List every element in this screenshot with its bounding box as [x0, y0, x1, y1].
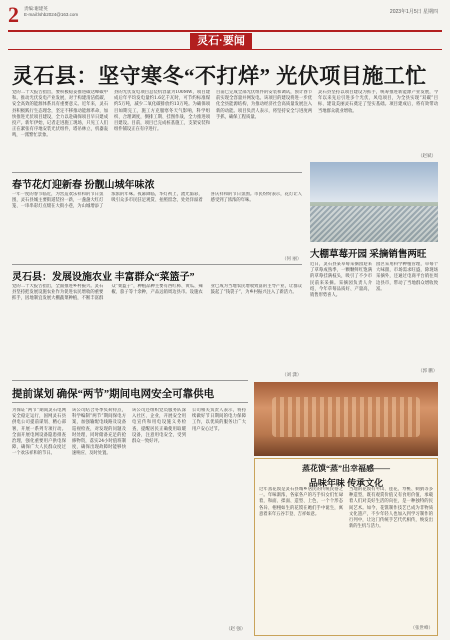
box-title: 蒸花馍“蒸”出幸福感—— [302, 464, 390, 473]
article2-body: 一年一度的春节临近，为营造欢乐祥和的节日氛围，灵石县城主要街道装扮一新，一盏盏大红灯笼、一串串彩灯点缀在大街小巷，为山城增添了浓浓的年味。夜幕降临，华灯初上，流光溢彩，吸引众多市民驻足观赏、拍照留念，处处洋溢着喜庆祥和的节日氛围。市民纷纷表示，花灯让人感受到了浓浓的年味。 [12, 192, 302, 210]
divider [12, 172, 302, 173]
header-rule [8, 30, 442, 32]
issue-date: 2023年1月5日 星期四 [389, 9, 438, 15]
photo1-caption: 大棚草莓开园 采摘销售两旺 [310, 250, 427, 260]
photo1-body: 近日，灵石县某草莓采摘园迎来了草莓成熟季，一颗颗鲜红饱满的草莓挂满枝头，吸引了不少市民前来采摘。采摘园负责人介绍，今年草莓品质好、产量高，销售形势喜人。 [310, 262, 372, 299]
lead-article-col3: 目前已完成全部光伏组件的安装和调试，预计春节前实现全容量并网发电。该项目的建设将进一步优化全县能源结构，为推动经济社会高质量发展注入新的动能。项目负责人表示，将坚持安全与进度两手抓，确保工程质量。 [216, 90, 312, 120]
lead-article-col4: 灵石县坚持以项目建设为抓手，统筹推进新能源产业发展，今年以来先后引进多个光伏、风电项目，为全县实现“双碳”目标、建设美丽灵石奠定了坚实基础。项目建成后，将有效带动当地群众就业增收。 [318, 90, 438, 114]
bottom-author: （赵 强） [226, 627, 246, 632]
bottom-col1: 为保证“两节”期间灵石电网安全稳定运行，国网灵石县供电公司提前谋划、精心部署，开展一系列专项行动。全面开展电网设备隐患排查治理，强化重要用户供电保障，确保广大人民群众度过一个欢乐祥和的节日。 [12, 408, 66, 457]
editor-info [24, 6, 78, 18]
lead-article-col2: 县的光伏发电项目总装机容量为100MW，项目建成后年平均发电量约1.6亿千瓦时，可节约标准煤约5万吨，减少二氧化碳排放约13万吨。为确保项目如期完工，施工方克服寒冬天气影响，科学组织、合理调度，倒排工期、挂图作战，全力推进项目建设。目前，项目已完成桩基施工，支架安装和组件铺设正在有序进行。 [114, 90, 210, 133]
lead-article-author: （赵斌） [418, 154, 436, 159]
bottom-col2: 该公司结合冬季负荷特点，科学编制“两节”期间保电方案，加强输配电线路及设备巡视检查，对发现的问题及时处理，同时储备充足的抢修物资，落实24小时值班制度，确保出现故障时能够快速响应、及时处置。 [72, 408, 126, 457]
feature-box [254, 458, 438, 636]
article3-body: 党的二十大报告指出，全面推进乡村振兴。灵石县坚持把发展设施农业作为促进农民增收的重要抓手，因地制宜发展大棚蔬菜种植，不断丰富群众“菜篮子”，种植品种主要有西红柿、黄瓜、辣椒、茄子等十余种，产品远销周边县市。设施农业已成为当地农民增收致富的主导产业，让群众鼓起了“钱袋子”，为乡村振兴注入了新活力。 [12, 284, 302, 302]
divider [12, 380, 248, 381]
section-title: 灵石·要闻 [190, 33, 252, 49]
box-body1: 过年蒸花馍是灵石县城乡居民的传统民俗之一。年味渐浓，各家各户的巧手妇女们忙碌着，和面、揉面、造型、上色，一个个形态各异、栩栩如生的花馍在她们手中诞生，寓意着来年五谷丰登、吉祥如意。 [259, 487, 343, 517]
divider [12, 264, 302, 265]
box-author: （张世峰） [410, 626, 433, 631]
editor-line: 责编:谢建英 [24, 6, 48, 11]
divider [12, 402, 248, 403]
bottom-col4: 公司相关负责人表示，将持续做好节日期间的电力保障工作，以优质的服务让广大用户安心过节。 [192, 408, 246, 432]
bottom-col3: 该公司还组织党员服务队深入社区、企业，开展安全用电宣传和用电设施义务检查，提醒居民正确使用取暖设备，注意用电安全，受到群众一致好评。 [132, 408, 186, 445]
photo1-author: （郭 鹏） [418, 369, 438, 374]
page-number: 2 [8, 2, 19, 27]
huamo-photo [254, 382, 438, 456]
greenhouse-photo [310, 162, 438, 242]
bottom-title: 提前谋划 确保“两节”期间电网安全可靠供电 [12, 389, 215, 400]
email-line: E-mail:lshb2024@163.com [24, 12, 79, 17]
article2-author: （何 丽） [282, 257, 302, 262]
article3-author: （刘 潇） [282, 373, 302, 378]
section-rule [8, 49, 442, 50]
box-subtitle: 品味年味 传承文化 [308, 478, 384, 488]
main-headline: 灵石县：坚守寒冬“不打烊” 光伏项目施工忙 [12, 64, 427, 88]
box-body2: 当地的花馍有枣山、莲花、寿桃、刺猬等多种造型，既有观赏价值又有食用价值，承载着人们对美好生活的向往，是一种独特的民间艺术。如今，花馍制作技艺已成为非物质文化遗产，不少年轻人也加入到学习制作的行列中，让这门传统手艺代代相传，焕发出新的生机与活力。 [349, 487, 433, 530]
article3-title: 灵石县：发展设施农业 丰富群众“菜篮子” [12, 272, 195, 283]
lead-article-col1: 党的二十大报告指出，要积极稳妥推进碳达峰碳中和。推动光伏发电产业发展，对于构建清洁低碳、安全高效的能源体系具有重要意义。近年来，灵石县积极践行生态理念，坚定不移推动能源革命，加快推进光伏项目建设，全力以赴确保项目早日建成投产。新年伊始，记者走进施工现场，只见工人们正在紧张有序地安装光伏组件，塔吊林立，机器轰鸣，一派繁忙景象。 [12, 90, 108, 139]
article2-title: 春节花灯迎新春 扮靓山城年味浓 [12, 180, 155, 191]
photo1-body2: 园区采用科学种植管理，草莓个大味甜，市场需求旺盛，除现场采摘外，还通过电商平台销往周边县市，带动了当地群众增收致富。 [376, 262, 438, 292]
